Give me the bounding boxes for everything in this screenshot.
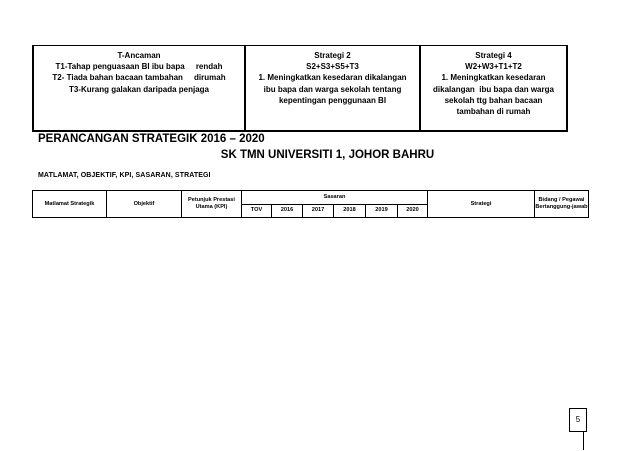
year-2018: 2018 [334,204,366,218]
bidang-line: Bidang / Pegawai [538,197,585,203]
strategy-planning-table [32,190,589,218]
header-bidang [535,191,589,218]
section-label: MATLAMAT, OBJEKTIF, KPI, SASARAN, STRATEGI [38,172,211,179]
threat-line: T3-Kurang galakan daripada penjaga [68,84,210,94]
strategy2-line: 1. Meningkatkan kesedaran dikalangan [258,73,407,83]
year-tov: TOV [242,204,272,218]
strategy4-formula: W2+W3+T1+T2 [465,62,522,72]
header-sasaran: Sasaran [242,191,428,205]
year-2019: 2019 [366,204,398,218]
threats-cell [34,46,246,130]
header-strategi: Strategi [428,191,535,218]
strategy4-cell [421,46,566,130]
threat-line: T1-Tahap penguasaan BI ibu bapa rendah [55,62,223,72]
kpi-line: Petunjuk Prestasi [188,197,235,203]
header-matlamat: Matlamat Strategik [33,191,107,218]
strategy2-heading: Strategi 2 [314,51,351,60]
kpi-line: Utama (KPI) [195,204,228,210]
swot-strategy-table [32,45,568,132]
strategy2-cell [246,46,421,130]
strategy4-line: 1. Meningkatkan kesedaran [441,73,546,83]
year-2017: 2017 [303,204,334,218]
header-kpi [182,191,242,218]
strategy4-line: sekolah ttg bahan bacaan [444,95,543,105]
school-title: SK TMN UNIVERSITI 1, JOHOR BAHRU [220,149,435,161]
strategy4-line: dikalangan ibu bapa dan warga [433,84,554,94]
bidang-line: Bertanggung-jawab [535,204,588,210]
strategy2-formula: S2+S3+S5+T3 [306,62,359,72]
page-number-stem [583,432,584,450]
strategy4-line: tambahan di rumah [456,107,531,117]
threats-heading: T-Ancaman [117,51,161,60]
strategy4-heading: Strategi 4 [475,51,512,60]
plan-title: PERANCANGAN STRATEGIK 2016 – 2020 [38,133,265,145]
strategy2-line: ibu bapa dan warga sekolah tentang [263,84,402,94]
page-number: 5 [569,408,587,432]
header-objektif: Objektif [107,191,182,218]
threat-line: T2- Tiada bahan bacaan tambahan dirumah [52,73,226,83]
year-2016: 2016 [272,204,303,218]
strategy2-line: kepentingan penggunaan BI [278,95,387,105]
year-2020: 2020 [398,204,428,218]
